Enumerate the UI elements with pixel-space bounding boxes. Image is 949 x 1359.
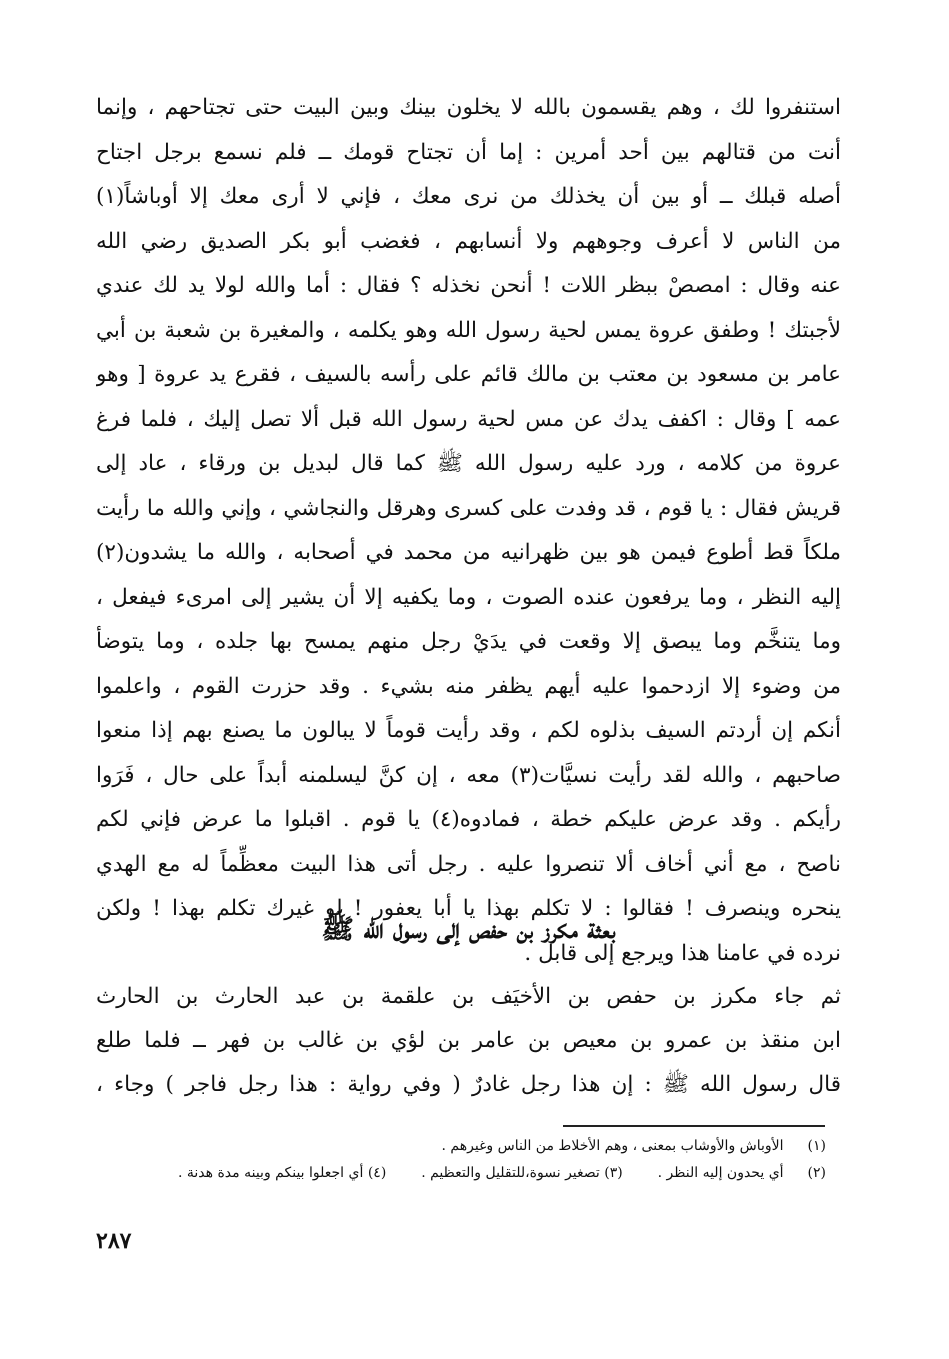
footnote-text: أي اجعلوا بينكم وبينه مدة هدنة . — [177, 1165, 364, 1181]
section-heading: بعثة مكرز بن حفص إلى رسول الله ﷺ — [321, 914, 616, 945]
text-line: ملكاً قط أطوع فيمن هو بين ظهرانيه من محمد في أصحابه ، والله ما يشدون(٢) — [96, 540, 841, 565]
text-line: عمه ] وقال : اكفف يدك عن مس لحية رسول الله قبل ألا تصل إليك ، فلما فرغ — [96, 406, 841, 432]
text-line: أنكم إن أردتم السيف بذلوه لكم ، وقد رأيت قوماً لا يبالون ما يصنع بهم إذا منعوا — [96, 718, 841, 743]
text-line: ينحره وينصرف ! فقالوا : لا تكلم بهذا يا أبا يعفور ! لو غيرك تكلم بهذا ! ولكن — [96, 896, 841, 921]
footnote-text: تصغير نسوة،للتقليل والتعظيم . — [421, 1165, 600, 1181]
text-line: قريش فقال : يا قوم ، قد وفدت على كسرى وهرقل والنجاشي ، وإني والله ما رأيت — [96, 495, 841, 521]
text-line: ثم جاء مكرز بن حفص بن الأخيَف بن علقمة بن عبد الحارث بن الحارث — [96, 984, 841, 1009]
text-line: استنفروا لك ، وهم يقسمون بالله لا يخلون بينك وبين البيت حتى تجتاحهم ، وإنما — [96, 95, 841, 120]
footnote-1 — [96, 1133, 826, 1160]
text-line: إليه النظر ، وما يرفعون عنده الصوت ، وما يكفيه إلا أن يشير إلى امرىء فيفعل ، — [96, 584, 841, 610]
text-line: ناصح ، مع أني أخاف ألا تنصروا عليه . رجل أتى هذا البيت معظِّماً له مع الهدي — [96, 851, 841, 877]
footnote-number: (٢) — [807, 1165, 826, 1181]
section-paragraph — [96, 975, 841, 1107]
text-line: قال رسول الله ﷺ : إن هذا رجل غادرٌ ( وفي رواية : هذا رجل فاجر ) وجاء ، — [96, 1072, 841, 1097]
footnote-divider — [563, 1125, 825, 1127]
text-line: وما يتنخَّم وما يبصق إلا وقعت في يدَيْ رجل منهم يمسح بها جلده ، وما يتوضأ — [96, 629, 841, 654]
page-number: ٢٨٧ — [96, 1228, 132, 1254]
footnote-number: (١) — [807, 1138, 826, 1154]
text-line: نرده في عامنا هذا ويرجع إلى قابل . — [524, 940, 841, 966]
text-line: لأجبتك ! وطفق عروة يمس لحية رسول الله وهو يكلمه ، والمغيرة بن شعبة بن أبي — [96, 317, 841, 343]
text-line: من الناس لا أعرف وجوههم ولا أنسابهم ، فغضب أبو بكر الصديق رضي الله — [96, 228, 841, 254]
footnotes — [96, 1133, 826, 1187]
text-line: عروة من كلامه ، ورد عليه رسول الله ﷺ كما قال لبديل بن ورقاء ، عاد إلى — [96, 451, 841, 476]
text-line: رأيكم . وقد عرض عليكم خطة ، فمادوه(٤) يا قوم . اقبلوا ما عرض فإني لكم — [96, 807, 841, 832]
text-line: عامر بن مسعود بن معتب بن مالك قائم على رأسه بالسيف ، فقرع يد عروة [ وهو — [96, 362, 841, 387]
footnote-text: الأوباش والأوشاب بمعنى ، وهم الأخلاط من الناس وغيرهم . — [441, 1138, 784, 1154]
footnote-2-3-4 — [96, 1160, 826, 1187]
text-line: من وضوء إلا ازدحموا عليه أيهم يظفر منه بشيء . وقد حزرت القوم ، واعلموا — [96, 673, 841, 699]
text-line: عنه وقال : امصصْ ببظر اللات ! أنحن نخذله ؟ فقال : أما والله لولا يد لك عندي — [96, 273, 841, 298]
text-line: أنت من قتالهم بين أحد أمرين : إما أن تجتاح قومك ــ فلم نسمع برجل اجتاح — [96, 139, 841, 165]
footnote-text: أي يحدون إليه النظر . — [657, 1165, 784, 1181]
main-paragraph — [96, 86, 841, 976]
footnote-number: (٤) — [367, 1165, 387, 1181]
text-line: أصله قبلك ــ أو بين أن يخذلك من نرى معك ، فإني لا أرى معك إلا أوباشاً(١) — [96, 184, 841, 209]
footnote-number: (٣) — [604, 1165, 623, 1181]
text-line: صاحبهم ، والله لقد رأيت نسيَّات(٣) معه ، إن كنَّ ليسلمنه أبداً على حال ، فَرَوا — [96, 762, 841, 788]
text-line: ابن منقذ بن عمرو بن معيص بن عامر بن لؤي بن غالب بن فهر ــ فلما طلع — [96, 1028, 841, 1053]
